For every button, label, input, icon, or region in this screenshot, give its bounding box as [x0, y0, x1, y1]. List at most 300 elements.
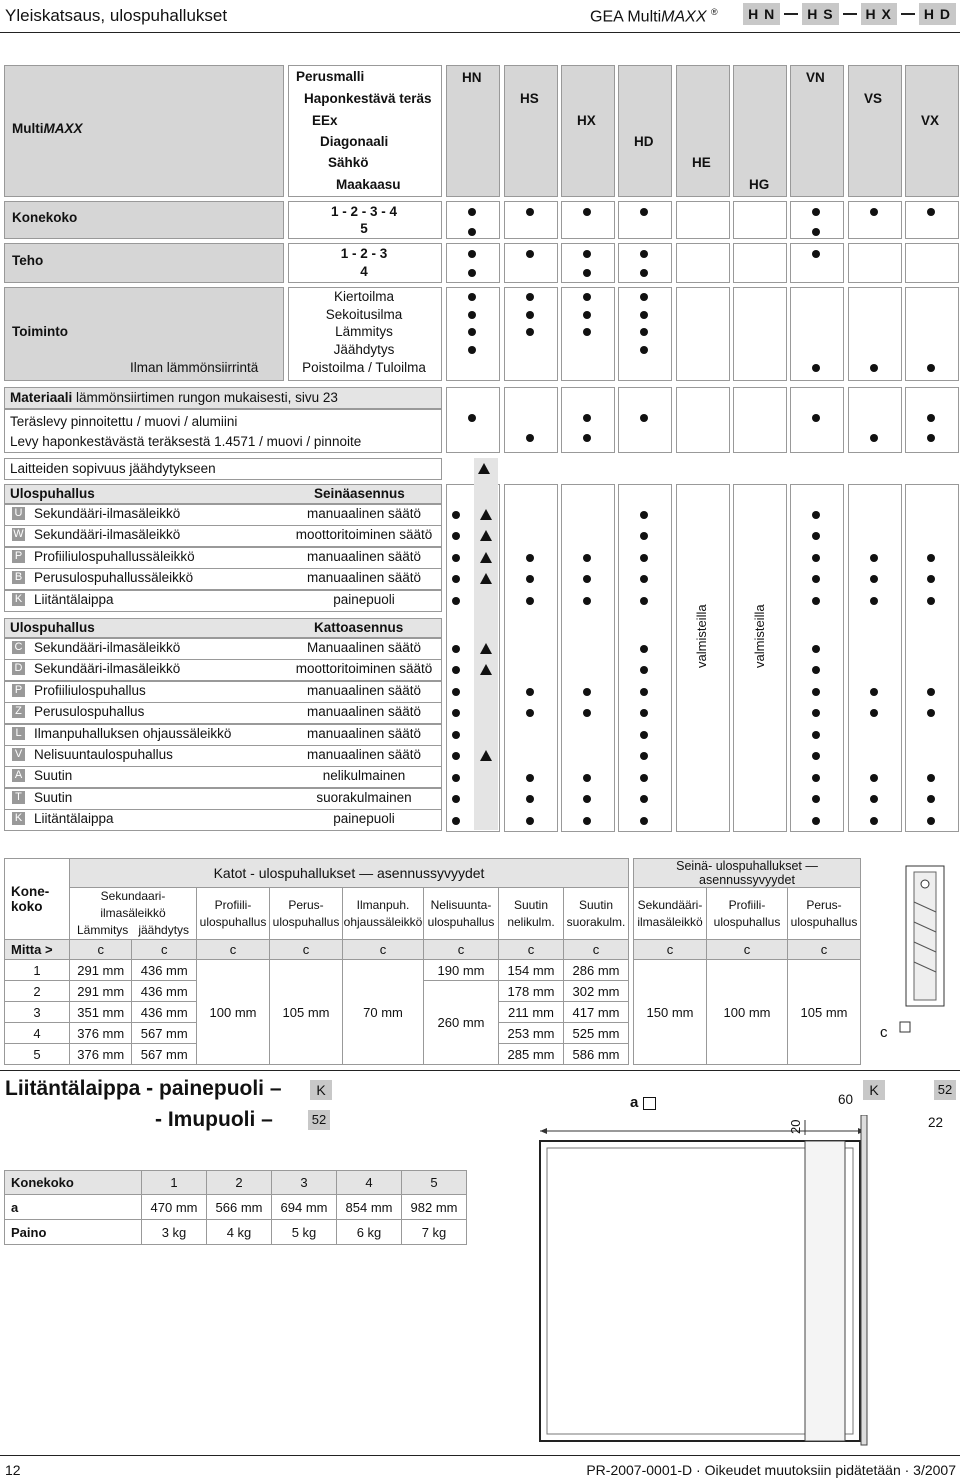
- available-dot: [640, 208, 648, 216]
- available-dot: [870, 688, 878, 696]
- available-dot: [452, 597, 460, 605]
- ceil-code: P: [12, 684, 25, 697]
- wall-code: U: [12, 507, 25, 520]
- konekoko-val: 5: [360, 221, 368, 236]
- available-dot: [812, 774, 820, 782]
- triangle-icon: [480, 643, 492, 654]
- ceil-ctrl: manuaalinen säätö: [306, 747, 422, 762]
- dim-60: 60: [838, 1092, 854, 1107]
- available-dot: [526, 795, 534, 803]
- available-dot: [468, 269, 476, 277]
- available-dot: [526, 554, 534, 562]
- available-dot: [640, 731, 648, 739]
- cell: 190 mm: [424, 960, 499, 981]
- ceil-name: Profiiliulospuhallus: [34, 682, 146, 698]
- grid-cell: [733, 201, 787, 239]
- material-title: Materiaali lämmönsiirtimen rungon mukaisesti, sivu 23: [10, 390, 338, 405]
- col-prof: Profiili- ulospuhallus: [197, 888, 270, 940]
- available-dot: [526, 293, 534, 301]
- available-dot: [583, 575, 591, 583]
- teho-val: 1 - 2 - 3: [340, 246, 388, 261]
- toiminto-val: Kiertoilma: [333, 289, 395, 304]
- available-dot: [452, 575, 460, 583]
- mitta-label: Mitta >: [5, 940, 70, 960]
- ceil-code: D: [12, 662, 25, 675]
- flange-cell: 3: [272, 1171, 337, 1195]
- valmisteilla-hg: valmisteilla: [752, 604, 767, 668]
- available-dot: [583, 269, 591, 277]
- n52-badge: 52: [308, 1110, 330, 1130]
- dim-20: 20: [788, 1119, 803, 1134]
- type-hd: HD: [634, 134, 654, 149]
- available-dot: [583, 208, 591, 216]
- available-dot: [870, 575, 878, 583]
- available-dot: [452, 817, 460, 825]
- diagram-c: c: [880, 1024, 888, 1041]
- flange-cell: 5 kg: [272, 1220, 337, 1245]
- available-dot: [583, 774, 591, 782]
- wall-name: Perusulospuhallussäleikkö: [34, 570, 194, 586]
- available-dot: [927, 434, 935, 442]
- type-vn: VN: [806, 70, 825, 85]
- grid-cell: [504, 387, 558, 453]
- size-cell: 3: [5, 1002, 70, 1023]
- toiminto-label: Toiminto: [12, 324, 68, 339]
- ceil-code: A: [12, 769, 25, 782]
- scol-prof: Profiili- ulospuhallus: [707, 888, 788, 940]
- type-hn: HN: [462, 70, 482, 85]
- cell: 291 mm: [70, 981, 132, 1002]
- grid-cell: [848, 201, 902, 239]
- cell: 525 mm: [564, 1023, 629, 1044]
- available-dot: [640, 817, 648, 825]
- available-dot: [640, 666, 648, 674]
- available-dot: [583, 817, 591, 825]
- wall-code: K: [12, 593, 25, 606]
- available-dot: [640, 795, 648, 803]
- available-dot: [452, 666, 460, 674]
- triangle-icon: [480, 509, 492, 520]
- valmisteilla-he: valmisteilla: [694, 604, 709, 668]
- available-dot: [526, 709, 534, 717]
- ceil-code: V: [12, 748, 25, 761]
- available-dot: [583, 293, 591, 301]
- type-col: [561, 65, 615, 197]
- available-dot: [640, 645, 648, 653]
- wall-name: Liitäntälaippa: [34, 591, 114, 607]
- grid-cell: [618, 201, 672, 239]
- available-dot: [526, 688, 534, 696]
- seina-title: Seinä- ulospuhallukset — asennussyvyydet: [634, 859, 861, 888]
- type-he: HE: [692, 155, 711, 170]
- flange-cell: a: [5, 1195, 142, 1220]
- ceil-code: T: [12, 791, 25, 804]
- flange-cell: 694 mm: [272, 1195, 337, 1220]
- multimaxx-label: MultiMAXX: [12, 121, 83, 136]
- cell: 436 mm: [132, 960, 197, 981]
- available-dot: [812, 532, 820, 540]
- ceil-ctrl: manuaalinen säätö: [306, 704, 422, 720]
- konekoko-val: 1 - 2 - 3 - 4: [330, 204, 398, 219]
- flange-cell: 3 kg: [142, 1220, 207, 1245]
- c-cell: c: [707, 940, 788, 960]
- available-dot: [583, 311, 591, 319]
- ceil-ctrl: manuaalinen säätö: [306, 682, 422, 698]
- available-dot: [812, 364, 820, 372]
- material-eex: EEx: [312, 113, 338, 128]
- available-dot: [927, 208, 935, 216]
- available-dot: [526, 328, 534, 336]
- available-dot: [812, 817, 820, 825]
- ceil-ctrl: moottoritoiminen säätö: [295, 661, 433, 677]
- available-dot: [927, 414, 935, 422]
- available-dot: [583, 328, 591, 336]
- cell: 351 mm: [70, 1002, 132, 1023]
- available-dot: [468, 250, 476, 258]
- available-dot: [812, 554, 820, 562]
- type-vs: VS: [864, 91, 883, 106]
- material-diagonaali: Diagonaali: [320, 134, 389, 149]
- available-dot: [812, 228, 820, 236]
- available-dot: [812, 414, 820, 422]
- available-dot: [526, 208, 534, 216]
- variant-hx: H X: [861, 3, 897, 25]
- type-col: [676, 65, 730, 197]
- available-dot: [927, 554, 935, 562]
- col-neli: Nelisuunta- ulospuhallus: [424, 888, 499, 940]
- footer-rule: [0, 1455, 960, 1456]
- material-row: Levy haponkestävästä teräksestä 1.4571 / muovi / pinnoite: [10, 434, 362, 449]
- cell: 211 mm: [499, 1002, 564, 1023]
- triangle-icon: [480, 530, 492, 541]
- flange-cell: 7 kg: [402, 1220, 467, 1245]
- available-dot: [526, 575, 534, 583]
- ceil-ctrl: suorakulmainen: [316, 789, 412, 805]
- available-dot: [640, 597, 648, 605]
- cell: 586 mm: [564, 1044, 629, 1065]
- ceil-code: Z: [12, 705, 25, 718]
- available-dot: [870, 208, 878, 216]
- triangle-icon: [480, 664, 492, 675]
- available-dot: [583, 554, 591, 562]
- available-dot: [870, 709, 878, 717]
- available-dot: [583, 795, 591, 803]
- available-dot: [640, 752, 648, 760]
- wall-head-label: Ulospuhallus: [10, 486, 95, 501]
- col-sek: Sekundaari-ilmasäleikkö Lämmitys jäähdytys: [70, 888, 197, 940]
- c-cell: c: [424, 940, 499, 960]
- ilman-label: Ilman lämmönsiirrintä: [130, 360, 259, 375]
- available-dot: [583, 414, 591, 422]
- flange-cell: 566 mm: [207, 1195, 272, 1220]
- flange-cell: 5: [402, 1171, 467, 1195]
- flange-cell: 982 mm: [402, 1195, 467, 1220]
- cell: 100 mm: [707, 960, 788, 1065]
- available-dot: [468, 208, 476, 216]
- wall-code: W: [13, 528, 24, 541]
- k-badge-2: K: [863, 1080, 885, 1100]
- col-ilman: Ilmanpuh. ohjaussäleikkö: [343, 888, 424, 940]
- available-dot: [812, 666, 820, 674]
- ceil-code: C: [12, 641, 25, 654]
- available-dot: [640, 346, 648, 354]
- flange-cell: 4 kg: [207, 1220, 272, 1245]
- available-dot: [927, 575, 935, 583]
- flange-cell: Konekoko: [5, 1171, 142, 1195]
- ceil-ctrl: manuaalinen säätö: [306, 725, 422, 741]
- n52-badge-2: 52: [934, 1080, 956, 1100]
- available-dot: [927, 597, 935, 605]
- available-dot: [583, 434, 591, 442]
- available-dot: [870, 597, 878, 605]
- material-maakaasu: Maakaasu: [336, 177, 401, 192]
- type-col: [618, 65, 672, 197]
- available-dot: [870, 554, 878, 562]
- cell: 154 mm: [499, 960, 564, 981]
- available-dot: [526, 250, 534, 258]
- c-cell: c: [343, 940, 424, 960]
- grid-cell: [618, 243, 672, 283]
- footer-code: PR-2007-0001-D · Oikeudet muutoksiin pidätetään · 3/2007: [586, 1462, 956, 1478]
- grid-cell: [905, 243, 959, 283]
- material-row: Teräslevy pinnoitettu / muovi / alumiini: [10, 414, 238, 429]
- flange-subtitle: - Imupuoli –: [155, 1108, 273, 1131]
- cell: 105 mm: [788, 960, 861, 1065]
- available-dot: [583, 688, 591, 696]
- available-dot: [452, 511, 460, 519]
- available-dot: [870, 364, 878, 372]
- ceil-name: Suutin: [34, 789, 73, 805]
- available-dot: [640, 414, 648, 422]
- available-dot: [870, 774, 878, 782]
- available-dot: [468, 414, 476, 422]
- cell: 417 mm: [564, 1002, 629, 1023]
- available-dot: [640, 328, 648, 336]
- c-cell: c: [270, 940, 343, 960]
- available-dot: [640, 774, 648, 782]
- available-dot: [526, 311, 534, 319]
- available-dot: [468, 228, 476, 236]
- available-dot: [452, 688, 460, 696]
- page-title: Yleiskatsaus, ulospuhallukset: [5, 6, 228, 25]
- type-col: [504, 65, 558, 197]
- cell: 567 mm: [132, 1044, 197, 1065]
- ceil-ctrl: painepuoli: [333, 811, 395, 827]
- konekoko-label: Konekoko: [12, 210, 78, 225]
- col-perus: Perus- ulospuhallus: [270, 888, 343, 940]
- available-dot: [526, 774, 534, 782]
- available-dot: [640, 554, 648, 562]
- available-dot: [927, 774, 935, 782]
- available-dot: [526, 434, 534, 442]
- cell: 376 mm: [70, 1023, 132, 1044]
- c-cell: c: [197, 940, 270, 960]
- available-dot: [640, 575, 648, 583]
- available-dot: [927, 709, 935, 717]
- grid-cell: [676, 387, 730, 453]
- grid-cell: [676, 201, 730, 239]
- cell: 253 mm: [499, 1023, 564, 1044]
- size-cell: 4: [5, 1023, 70, 1044]
- material-hapon: Haponkestävä teräs: [304, 91, 432, 106]
- flange-table: [4, 1170, 467, 1245]
- ceil-name: Perusulospuhallus: [34, 704, 145, 720]
- available-dot: [927, 364, 935, 372]
- available-dot: [812, 250, 820, 258]
- material-perus: Perusmalli: [296, 69, 365, 84]
- available-dot: [812, 688, 820, 696]
- available-dot: [812, 575, 820, 583]
- available-dot: [583, 597, 591, 605]
- material-sahko: Sähkö: [328, 155, 369, 170]
- variant-hn: H N: [743, 3, 780, 25]
- available-dot: [468, 346, 476, 354]
- available-dot: [468, 311, 476, 319]
- available-dot: [640, 250, 648, 258]
- c-cell: c: [634, 940, 707, 960]
- ceil-name: Suutin: [34, 768, 73, 784]
- cell: 567 mm: [132, 1023, 197, 1044]
- available-dot: [812, 208, 820, 216]
- ceil-name: Nelisuuntaulospuhallus: [34, 747, 173, 762]
- flange-drawing: [535, 1115, 955, 1455]
- available-dot: [812, 511, 820, 519]
- size-cell: 5: [5, 1044, 70, 1065]
- wall-ctrl: moottoritoiminen säätö: [295, 527, 433, 543]
- cell: 178 mm: [499, 981, 564, 1002]
- wall-name: Sekundääri-ilmasäleikkö: [34, 527, 181, 543]
- flange-cell: 1: [142, 1171, 207, 1195]
- a-label: a: [630, 1094, 656, 1111]
- available-dot: [452, 731, 460, 739]
- scol-sek: Sekundääri- ilmasäleikkö: [634, 888, 707, 940]
- available-dot: [640, 709, 648, 717]
- ceil-code: K: [12, 812, 25, 825]
- cell: 285 mm: [499, 1044, 564, 1065]
- available-dot: [812, 752, 820, 760]
- c-cell: c: [70, 940, 132, 960]
- available-dot: [468, 328, 476, 336]
- teho-box: [4, 243, 284, 283]
- grid-cell: [676, 243, 730, 283]
- available-dot: [452, 554, 460, 562]
- toiminto-val: Jäähdytys: [333, 342, 395, 357]
- available-dot: [640, 688, 648, 696]
- cell: 286 mm: [564, 960, 629, 981]
- wall-code: B: [12, 571, 25, 584]
- cell: 70 mm: [343, 960, 424, 1065]
- grid-cell: [504, 243, 558, 283]
- grid-cell: [733, 243, 787, 283]
- wall-name: Sekundääri-ilmasäleikkö: [34, 506, 181, 521]
- c-cell: c: [132, 940, 197, 960]
- triangle-icon: [480, 552, 492, 563]
- wall-ctrl: manuaalinen säätö: [306, 548, 422, 564]
- triangle-icon: [480, 573, 492, 584]
- available-dot: [812, 795, 820, 803]
- katot-title: Katot - ulospuhallukset — asennussyvyydet: [70, 859, 629, 888]
- cell: 436 mm: [132, 1002, 197, 1023]
- variant-hd: H D: [919, 3, 956, 25]
- teho-label: Teho: [12, 253, 44, 268]
- available-dot: [452, 532, 460, 540]
- type-vx: VX: [921, 113, 940, 128]
- available-dot: [640, 311, 648, 319]
- grid-cell: [848, 387, 902, 453]
- toiminto-val: Poistoilma / Tuloilma: [302, 360, 426, 375]
- col-suutin2: Suutin suorakulm.: [564, 888, 629, 940]
- dim-22: 22: [928, 1115, 944, 1130]
- grid-cell: [446, 243, 500, 283]
- toiminto-val: Sekoitusilma: [325, 307, 403, 322]
- available-dot: [812, 709, 820, 717]
- cell: 436 mm: [132, 981, 197, 1002]
- type-hx: HX: [577, 113, 596, 128]
- flange-cell: 854 mm: [337, 1195, 402, 1220]
- available-dot: [452, 752, 460, 760]
- available-dot: [452, 709, 460, 717]
- size-cell: 2: [5, 981, 70, 1002]
- wall-code: P: [12, 550, 25, 563]
- ceil-head-label: Ulospuhallus: [10, 620, 95, 635]
- flange-cell: 470 mm: [142, 1195, 207, 1220]
- triangle-icon: [480, 750, 492, 761]
- cell: 100 mm: [197, 960, 270, 1065]
- wall-ctrl: manuaalinen säätö: [306, 570, 422, 586]
- available-dot: [870, 434, 878, 442]
- grid-cell: [905, 201, 959, 239]
- available-dot: [927, 688, 935, 696]
- available-dot: [870, 795, 878, 803]
- available-dot: [870, 817, 878, 825]
- wall-ctrl: manuaalinen säätö: [306, 506, 422, 521]
- compat-label: Laitteiden sopivuus jäähdytykseen: [10, 461, 216, 476]
- ceil-ctrl: Manuaalinen säätö: [306, 640, 422, 655]
- cell: 376 mm: [70, 1044, 132, 1065]
- available-dot: [452, 795, 460, 803]
- available-dot: [526, 597, 534, 605]
- type-hg: HG: [749, 177, 770, 192]
- cell: 302 mm: [564, 981, 629, 1002]
- wall-name: Profiiliulospuhallussäleikkö: [34, 548, 195, 564]
- triangle-icon: [478, 463, 490, 474]
- ceil-ctrl: nelikulmainen: [322, 768, 406, 784]
- c-cell: c: [788, 940, 861, 960]
- flange-cell: 2: [207, 1171, 272, 1195]
- available-dot: [640, 269, 648, 277]
- size-cell: 1: [5, 960, 70, 981]
- type-hs: HS: [520, 91, 539, 106]
- variant-badges: [741, 3, 958, 25]
- c-cell: c: [499, 940, 564, 960]
- grid-cell: [561, 243, 615, 283]
- available-dot: [526, 817, 534, 825]
- available-dot: [583, 709, 591, 717]
- variant-hs: H S: [802, 3, 838, 25]
- grid-cell: [733, 287, 787, 381]
- flange-cell: 4: [337, 1171, 402, 1195]
- cell: 150 mm: [634, 960, 707, 1065]
- ceil-name: Sekundääri-ilmasäleikkö: [34, 640, 181, 655]
- grid-cell: [848, 243, 902, 283]
- cell: 291 mm: [70, 960, 132, 981]
- type-col: [848, 65, 902, 197]
- available-dot: [927, 817, 935, 825]
- wall-head-label2: Seinäasennus: [314, 486, 405, 501]
- ceil-head-label2: Kattoasennus: [314, 620, 404, 635]
- product-name: GEA MultiMAXX ®: [590, 7, 718, 26]
- grid-cell: [733, 387, 787, 453]
